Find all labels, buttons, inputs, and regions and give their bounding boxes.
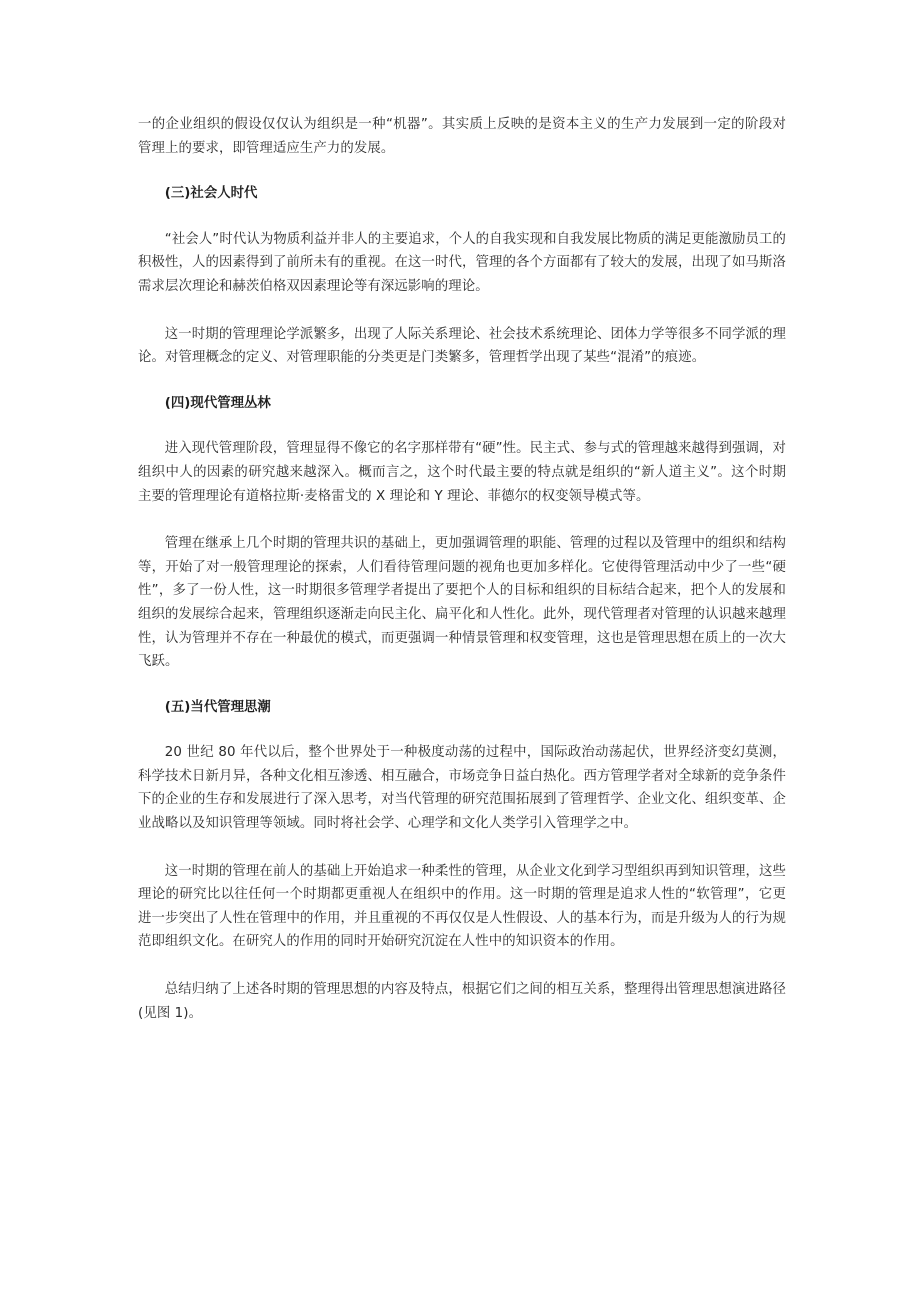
heading-modern-management-jungle: (四)现代管理丛林 — [164, 395, 271, 411]
paragraph-modern-inheritance: 管理在继承上几个时期的管理共识的基础上，更加强调管理的职能、管理的过程以及管理中的组织和结构等，开始了对一般管理理论的探索，人们看待管理问题的视角也更加多样化。它使得管理活动中少了一些“硬性”，多了一份人性，这一时期很多管理学者提出了要把个人的目标和组织的目标结合起来，把个人的发展和组织的发展综合起来，管理组织逐渐走向民主化、扁平化和人性化。此外，现代管理者对管理的认识越来越理性，认为管理并不存在一种最优的模式，而更强调一种情景管理和权变管理，这也是管理思想在质上的一次大飞跃。 — [138, 536, 786, 670]
paragraph-1980s: 20 世纪 80 年代以后，整个世界处于一种极度动荡的过程中，国际政治动荡起伏，世界经济变幻莫测，科学技术日新月异，各种文化相互渗透、相互融合，市场竞争日益白热化。西方管理学者对全球新的竞争条件下的企业的生存和发展进行了深入思考，对当代管理的研究范围拓展到了管理哲学、企业文化、组织变革、企业战略以及知识管理等领域。同时将社会学、心理学和文化人类学引入管理学之中。 — [138, 745, 786, 832]
paragraph-schools: 这一时期的管理理论学派繁多，出现了人际关系理论、社会技术系统理论、团体力学等很多不同学派的理论。对管理概念的定义、对管理职能的分类更是门类繁多，管理哲学出现了某些“混淆”的痕迹。 — [138, 326, 786, 366]
document-page — [138, 113, 786, 1025]
heading-contemporary-trends: (五)当代管理思潮 — [164, 699, 271, 715]
paragraph-continuation: 一的企业组织的假设仅仅认为组织是一种“机器”。其实质上反映的是资本主义的生产力发展到一定的阶段对管理上的要求，即管理适应生产力的发展。 — [138, 117, 786, 156]
heading-social-man-era: (三)社会人时代 — [164, 186, 258, 202]
paragraph-social-man: “社会人”时代认为物质利益并非人的主要追求，个人的自我实现和自我发展比物质的满足更能激励员工的积极性，人的因素得到了前所未有的重视。在这一时代，管理的各个方面都有了较大的发展，出现了如马斯洛需求层次理论和赫茨伯格双因素理论等有深远影响的理论。 — [138, 231, 786, 294]
paragraph-flexible-management: 这一时期的管理在前人的基础上开始追求一种柔性的管理，从企业文化到学习型组织再到知识管理，这些理论的研究比以往任何一个时期都更重视人在组织中的作用。这一时期的管理是追求人性的“软管理”，它更进一步突出了人性在管理中的作用，并且重视的不再仅仅是人性假设、人的基本行为，而是升级为人的行为规范即组织文化。在研究人的作用的同时开始研究沉淀在人性中的知识资本的作用。 — [138, 863, 786, 950]
paragraph-modern-stage: 进入现代管理阶段，管理显得不像它的名字那样带有“硬”性。民主式、参与式的管理越来越得到强调，对组织中人的因素的研究越来越深入。概而言之，这个时代最主要的特点就是组织的“新人道主义”。这个时期主要的管理理论有道格拉斯·麦格雷戈的 X 理论和 Y 理论、菲德尔的权变领导模式等。 — [138, 441, 786, 504]
paragraph-summary: 总结归纳了上述各时期的管理思想的内容及特点，根据它们之间的相互关系，整理得出管理思想演进路径(见图 1)。 — [138, 982, 786, 1021]
